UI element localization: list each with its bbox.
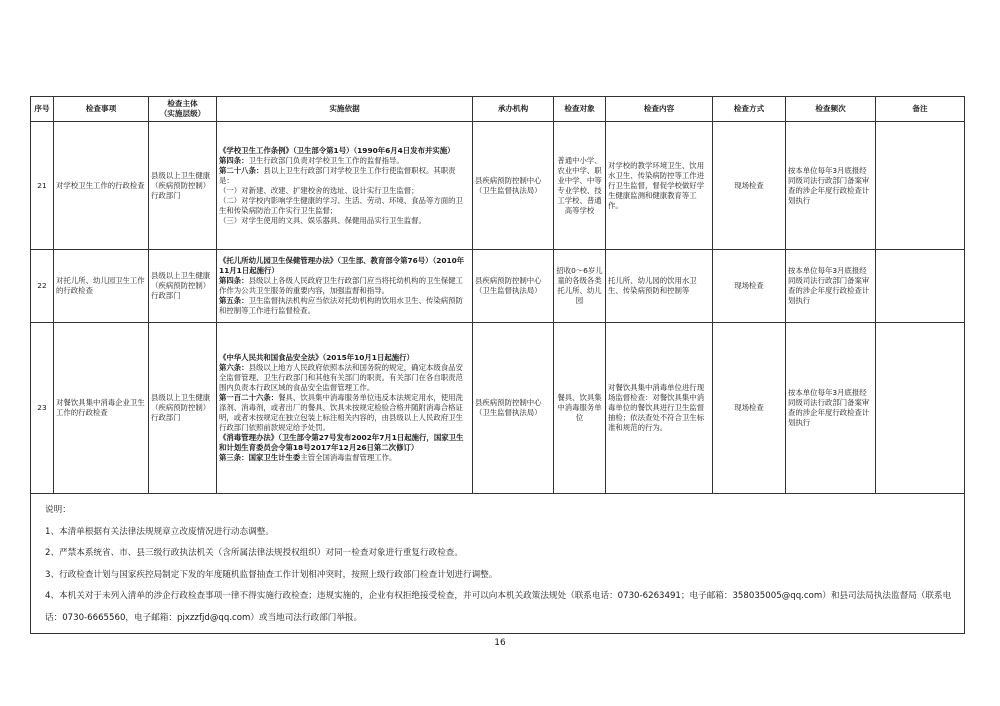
row-target: 普通中小学、农业中学、职业中学、中等专业学校、技工学校、普通高等学校 <box>554 122 606 250</box>
basis-article <box>219 156 470 166</box>
page-number: 16 <box>494 638 506 648</box>
header-target: 检查对象 <box>554 97 606 122</box>
basis-article <box>219 166 470 186</box>
notes-cell <box>31 494 965 634</box>
row-no: 22 <box>31 250 54 323</box>
basis-article <box>219 296 470 316</box>
basis-article-text: 卫生监督执法机构应当依法对托幼机构的饮用水卫生、传染病预防和控制等工作进行监督检查。 <box>219 296 463 315</box>
row-method: 现场检查 <box>713 250 786 323</box>
row-agency: 县疾病预防控制中心（卫生监督执法局） <box>473 323 554 494</box>
row-item: 对托儿所、幼儿园卫生工作的行政检查 <box>54 250 149 323</box>
inspection-list-table <box>30 96 965 634</box>
row-method: 现场检查 <box>713 323 786 494</box>
row-item: 对学校卫生工作的行政检查 <box>54 122 149 250</box>
header-no: 序号 <box>31 97 54 122</box>
header-subject: 检查主体 （实施层级） <box>149 97 217 122</box>
basis-article-text: 卫生行政部门负责对学校卫生工作的监督指导。 <box>248 155 404 165</box>
basis-clause: （三）对学生使用的文具、娱乐器具、保健用品实行卫生监督。 <box>219 215 426 225</box>
row-agency: 县疾病预防控制中心（卫生监督执法局） <box>473 122 554 250</box>
row-remark <box>876 250 965 323</box>
basis-article-label: 第三条： <box>219 453 249 462</box>
basis-article-text: 县级以上各级人民政府卫生行政部门应当将托幼机构的卫生保健工作作为公共卫生服务的重要内容，加强监督和指导。 <box>219 276 463 295</box>
basis-article-label: 第四条： <box>219 155 249 165</box>
row-basis <box>217 323 473 494</box>
header-agency: 承办机构 <box>473 97 554 122</box>
note-item: 2、严禁本系统省、市、县三级行政执法机关（含所属法律法规授权组织）对同一检查对象进行重复行政检查。 <box>45 548 463 558</box>
row-content: 对餐饮具集中消毒单位进行现场监督检查：对餐饮具集中消毒单位的餐饮具进行卫生监督抽检；依法查处不符合卫生标准和规范的行为。 <box>606 323 713 494</box>
row-target: 招收0～6岁儿童的各级各类托儿所、幼儿园 <box>554 250 606 323</box>
basis-article-label: 第四条： <box>219 276 249 285</box>
row-basis <box>217 250 473 323</box>
header-content: 检查内容 <box>606 97 713 122</box>
row-frequency: 按本单位每年3月底报经同级司法行政部门备案审查的涉企年度行政检查计划执行 <box>786 122 876 250</box>
header-item: 检查事项 <box>54 97 149 122</box>
basis-article <box>219 453 470 463</box>
basis-clause: （二）对学校内影响学生健康的学习、生活、劳动、环境、食品等方面的卫生和传染病防治工作实行卫生监督； <box>219 195 463 215</box>
row-no: 21 <box>31 122 54 250</box>
row-no: 23 <box>31 323 54 494</box>
row-subject: 县级以上卫生健康（疾病预防控制）行政部门 <box>149 122 217 250</box>
basis-article-label: 第二十八条： <box>219 165 264 175</box>
note-item: 3、行政检查计划与国家疾控局制定下发的年度随机监督抽查工作计划相冲突时，按照上级行政部门检查计划进行调整。 <box>45 569 498 580</box>
row-content: 托儿所、幼儿园的饮用水卫生、传染病预防和控制等 <box>606 250 713 323</box>
row-subject: 县级以上卫生健康（疾病预防控制）行政部门 <box>149 323 217 494</box>
notes-row <box>31 494 965 634</box>
note-item: 4、本机关对于未列入清单的涉企行政检查事项一律不得实施行政检查；违规实施的，企业有权拒绝接受检查，并可以向本机关政策法规处（联系电话：0730-6263491；电子邮箱：358035005@qq.com）和县司法局执法监督局（联系电话：0730-6665560，电子邮箱：pjxzzfjd@qq.com）或当地司法行政部门举报。 <box>45 591 952 623</box>
basis-article-subject: 国家卫生计生委 <box>248 453 301 462</box>
table-row <box>31 250 965 323</box>
basis-regulation-title: 《消毒管理办法》（卫生部令第27号发布2002年7月1日起施行，国家卫生和计划生育委员会令第18号2017年12月26日第二次修订） <box>219 433 464 452</box>
row-content: 对学校的教学环境卫生、饮用水卫生、传染病防控等工作进行卫生监督，督促学校做好学生健康监测和健康教育等工作。 <box>606 122 713 250</box>
row-method: 现场检查 <box>713 122 786 250</box>
basis-regulation-title: 《托儿所幼儿园卫生保健管理办法》（卫生部、教育部令第76号）（2010年11月1日起施行） <box>219 256 465 275</box>
basis-article-text: 餐具、饮具集中消毒服务单位违反本法规定用水，使用洗涤剂、消毒剂，或者出厂的餐具、饮具未按规定检验合格并随附消毒合格证明，或者未按规定在独立包装上标注相关内容的，由县级以上人民政府卫生行政部门依照前款规定给予处罚。 <box>219 393 463 432</box>
table-row <box>31 122 965 250</box>
header-method: 检查方式 <box>713 97 786 122</box>
row-remark <box>876 323 965 494</box>
row-agency: 县疾病预防控制中心（卫生监督执法局） <box>473 250 554 323</box>
basis-regulation-title: 《学校卫生工作条例》（卫生部令第1号）（1990年6月4日发布并实施） <box>219 145 455 155</box>
basis-article-text: 县级以上地方人民政府依照本法和国务院的规定，确定本级食品安全监督管理、卫生行政部门和其他有关部门的职责。有关部门在各自职责范围内负责本行政区域的食品安全监督管理工作。 <box>219 363 463 392</box>
basis-article-label: 第五条： <box>219 296 249 305</box>
table-header-row <box>31 97 965 122</box>
row-frequency: 按本单位每年3月底报经同级司法行政部门备案审查的涉企年度行政检查计划执行 <box>786 323 876 494</box>
header-frequency: 检查频次 <box>786 97 876 122</box>
basis-article-text: 主管全国消毒监督管理工作。 <box>300 453 397 462</box>
basis-article <box>219 393 470 433</box>
row-remark <box>876 122 965 250</box>
basis-clause: （一）对新建、改建、扩建校舍的选址、设计实行卫生监督； <box>219 185 419 195</box>
basis-article-label: 第六条： <box>219 363 249 372</box>
notes-title: 说明： <box>45 505 71 515</box>
row-subject: 县级以上卫生健康（疾病预防控制）行政部门 <box>149 250 217 323</box>
row-frequency: 按本单位每年3月底报经同级司法行政部门备案审查的涉企年度行政检查计划执行 <box>786 250 876 323</box>
note-item: 1、本清单根据有关法律法规规章立改废情况进行动态调整。 <box>45 526 274 537</box>
basis-article <box>219 363 470 393</box>
table-row <box>31 323 965 494</box>
row-basis <box>217 122 473 250</box>
basis-article-text: 县以上卫生行政部门对学校卫生工作行使监督职权。其职责是： <box>219 165 456 185</box>
basis-article-label: 第一百二十六条： <box>219 393 279 402</box>
header-remark: 备注 <box>876 97 965 122</box>
basis-regulation-title: 《中华人民共和国食品安全法》（2015年10月1日起施行） <box>219 353 414 362</box>
row-target: 餐具、饮具集中消毒服务单位 <box>554 323 606 494</box>
header-basis: 实施依据 <box>217 97 473 122</box>
basis-article <box>219 276 470 296</box>
row-item: 对餐饮具集中消毒企业卫生工作的行政检查 <box>54 323 149 494</box>
